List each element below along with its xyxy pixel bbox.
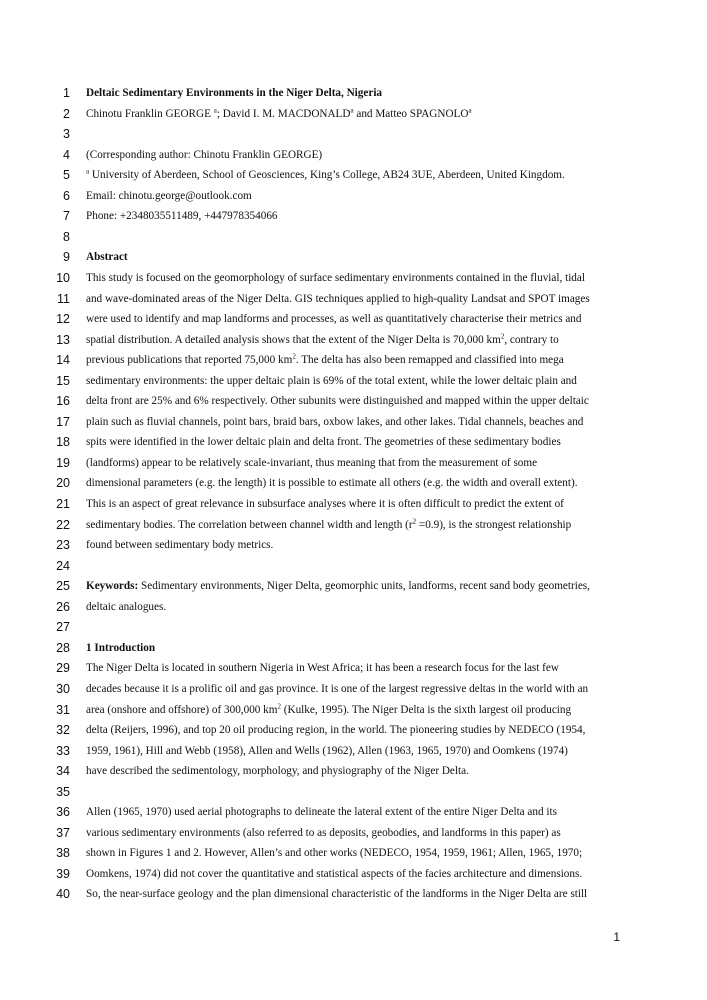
text-run: spatial distribution. A detailed analysis shows that the extent of the Niger Delta is 70,000 km	[86, 333, 501, 346]
text-run: were used to identify and map landforms and processes, as well as quantitatively characterise their metrics and	[86, 313, 582, 326]
text-run: Deltaic Sedimentary Environments in the Niger Delta, Nigeria	[86, 87, 383, 99]
text-run: plain such as fluvial channels, point bars, braid bars, oxbow lakes, and other lakes. Tidal channels, beaches and	[86, 415, 584, 428]
line-number: 10	[56, 270, 70, 285]
text-line	[86, 415, 676, 429]
text-run: dimensional parameters (e.g. the length) it is possible to estimate all others (e.g. the width and overall extent).	[86, 477, 578, 490]
line-number: 22	[56, 517, 70, 532]
text-line	[86, 682, 676, 696]
text-run: sedimentary environments: the upper deltaic plain is 69% of the total extent, while the lower deltaic plain and	[86, 374, 577, 387]
text-line	[86, 764, 676, 778]
line-number: 25	[56, 579, 70, 594]
line-number: 5	[63, 168, 70, 183]
text-run: and Matteo SPAGNOLO	[353, 107, 469, 120]
text-run: (landforms) appear to be relatively scale-invariant, thus meaning that from the measurement of some	[86, 456, 538, 469]
text-line	[86, 476, 676, 490]
text-run: Abstract	[86, 251, 128, 264]
line-number: 14	[56, 353, 70, 368]
text-run: and wave-dominated areas of the Niger Delta. GIS techniques applied to high-quality Landsat and SPOT images	[86, 292, 590, 305]
text-line	[86, 374, 676, 388]
text-line	[86, 168, 676, 182]
line-number: 30	[56, 681, 70, 696]
line-number: 15	[56, 373, 70, 388]
superscript: a	[213, 105, 217, 114]
line-number: 31	[56, 702, 70, 717]
text-run: Sedimentary environments, Niger Delta, geomorphic units, landforms, recent sand body geometries,	[138, 580, 590, 593]
line-number: 13	[56, 332, 70, 347]
text-line	[86, 333, 676, 347]
line-number: 18	[56, 435, 70, 450]
text-line	[86, 497, 676, 511]
superscript: 2	[292, 352, 296, 361]
text-line	[86, 148, 676, 162]
line-number: 24	[56, 558, 70, 573]
line-number: 39	[56, 866, 70, 881]
text-line	[86, 538, 676, 552]
text-line	[86, 435, 676, 449]
text-line	[86, 703, 676, 717]
text-line	[86, 394, 676, 408]
line-number: 33	[56, 743, 70, 758]
text-line	[86, 887, 676, 901]
text-run: 1959, 1961), Hill and Webb (1958), Allen and Wells (1962), Allen (1963, 1965, 1970) and Oomkens (1974)	[86, 744, 568, 757]
text-line	[86, 661, 676, 675]
text-run: Oomkens, 1974) did not cover the quantitative and statistical aspects of the facies architecture and dimensions.	[86, 867, 583, 880]
line-number: 4	[63, 147, 70, 162]
text-run: The Niger Delta is located in southern Nigeria in West Africa; it has been a research focus for the last few	[86, 662, 559, 675]
text-run: delta (Reijers, 1996), and top 20 oil producing region, in the world. The pioneering studies by NEDECO (1954,	[86, 724, 586, 737]
text-run: This is an aspect of great relevance in subsurface analyses where it is often difficult to predict the extent of	[86, 498, 564, 510]
text-line	[86, 353, 676, 367]
text-run: Allen (1965, 1970) used aerial photographs to delineate the lateral extent of the entire Niger Delta and its	[86, 806, 557, 819]
text-run: This study is focused on the geomorphology of surface sedimentary environments contained in the fluvial, tidal	[86, 271, 585, 284]
text-run: Phone: +2348035511489, +447978354066	[86, 210, 278, 223]
line-number: 28	[56, 640, 70, 655]
text-line	[86, 209, 676, 223]
text-run: decades because it is a prolific oil and gas province. It is one of the largest regressive deltas in the world with an	[86, 682, 589, 695]
superscript: 2	[277, 701, 281, 710]
line-number: 36	[56, 805, 70, 820]
line-number: 12	[56, 312, 70, 327]
line-number: 17	[56, 414, 70, 429]
text-line	[86, 826, 676, 840]
text-line	[86, 271, 676, 285]
line-number: 32	[56, 723, 70, 738]
line-number: 38	[56, 846, 70, 861]
line-number: 2	[63, 106, 70, 121]
text-run: have described the sedimentology, morphology, and physiography of the Niger Delta.	[86, 765, 469, 778]
text-line	[86, 86, 676, 100]
text-line	[86, 641, 676, 655]
text-line	[86, 846, 676, 860]
text-line	[86, 189, 676, 203]
line-number: 16	[56, 394, 70, 409]
line-number: 27	[56, 620, 70, 635]
text-run: , contrary to	[504, 333, 559, 346]
line-number: 37	[56, 825, 70, 840]
superscript: a	[350, 105, 354, 114]
text-run: Chinotu Franklin GEORGE	[86, 107, 214, 120]
text-run: spits were identified in the lower deltaic plain and delta front. The geometries of these sedimentary bodies	[86, 436, 561, 449]
superscript: 2	[500, 331, 505, 340]
text-run: various sedimentary environments (also referred to as deposits, geobodies, and landforms in this paper) as	[86, 826, 561, 839]
line-number: 19	[56, 455, 70, 470]
text-run: shown in Figures 1 and 2. However, Allen’s and other works (NEDECO, 1954, 1959, 1961; Allen, 1965, 1970;	[86, 847, 583, 860]
line-number: 9	[63, 250, 70, 265]
text-run: =0.9), is the strongest relationship	[416, 518, 572, 531]
line-number: 7	[63, 209, 70, 224]
superscript: a	[86, 167, 90, 176]
text-run: sedimentary bodies. The correlation between channel width and length (r	[86, 518, 413, 531]
text-line	[86, 805, 676, 819]
line-number: 40	[56, 887, 70, 902]
page-number: 1	[613, 930, 620, 944]
text-line	[86, 744, 676, 758]
text-line	[86, 600, 676, 614]
text-line	[86, 867, 676, 881]
line-number: 6	[63, 188, 70, 203]
text-line	[86, 250, 676, 264]
line-number: 26	[56, 599, 70, 614]
text-run: (Corresponding author: Chinotu Franklin GEORGE)	[86, 148, 323, 161]
line-number: 23	[56, 538, 70, 553]
line-number: 8	[63, 229, 70, 244]
text-run: (Kulke, 1995). The Niger Delta is the sixth largest oil producing	[280, 703, 572, 716]
text-run: University of Aberdeen, School of Geosciences, King’s College, AB24 3UE, Aberdeen, United Kingdom.	[89, 169, 565, 182]
line-number: 11	[57, 291, 70, 306]
text-run: Keywords:	[86, 580, 139, 593]
line-number: 20	[56, 476, 70, 491]
line-number: 1	[63, 86, 70, 100]
line-number: 34	[56, 764, 70, 779]
line-number: 29	[56, 661, 70, 676]
text-line	[86, 312, 676, 326]
line-number: 3	[63, 127, 70, 142]
text-run: previous publications that reported 75,000 km	[86, 354, 293, 367]
text-run: area (onshore and offshore) of 300,000 km	[86, 703, 278, 716]
text-run: Email: chinotu.george@outlook.com	[86, 189, 252, 202]
text-line	[86, 518, 676, 532]
text-run: . The delta has also been remapped and classified into mega	[295, 354, 564, 367]
text-run: 1 Introduction	[86, 641, 156, 654]
text-line	[86, 579, 676, 593]
text-run: found between sedimentary body metrics.	[86, 539, 274, 552]
text-run: deltaic analogues.	[86, 600, 167, 613]
text-run: delta front are 25% and 6% respectively. Other subunits were distinguished and mapped within the upper deltaic	[86, 395, 589, 408]
superscript: 2	[412, 516, 417, 525]
text-line	[86, 456, 676, 470]
text-run: ; David I. M. MACDONALD	[216, 107, 351, 120]
line-number: 35	[56, 784, 70, 799]
text-run: So, the near-surface geology and the plan dimensional characteristic of the landforms in the Niger Delta are still	[86, 888, 588, 901]
superscript: a	[468, 105, 472, 114]
line-number: 21	[56, 497, 70, 511]
text-line	[86, 292, 676, 306]
text-line	[86, 107, 676, 121]
text-line	[86, 723, 676, 737]
